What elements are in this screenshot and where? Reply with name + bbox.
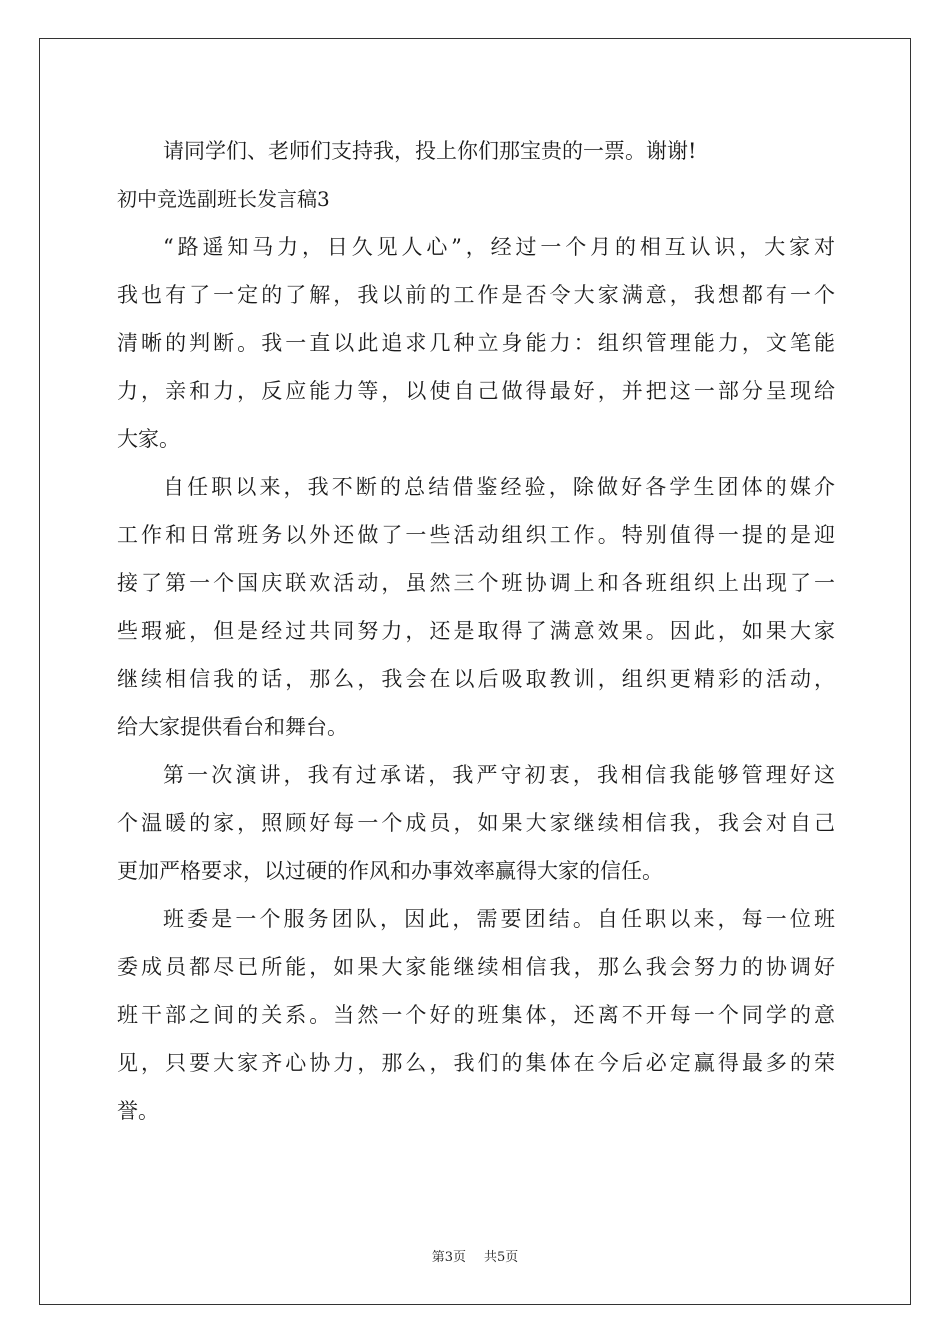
paragraph: [117, 223, 835, 463]
paragraph-line: 大家。: [117, 427, 180, 451]
paragraph-line: 班干部之间的关系。当然一个好的班集体，还离不开每一个同学的意: [117, 1003, 835, 1027]
paragraph-line: 委成员都尽已所能，如果大家能继续相信我，那么我会努力的协调好: [117, 955, 835, 979]
paragraph-line: 见，只要大家齐心协力，那么，我们的集体在今后必定赢得最多的荣: [117, 1051, 835, 1075]
paragraph-line: 我也有了一定的了解，我以前的工作是否令大家满意，我想都有一个: [117, 283, 835, 307]
paragraph: [117, 751, 835, 895]
paragraph-line: 工作和日常班务以外还做了一些活动组织工作。特别值得一提的是迎: [117, 523, 835, 547]
paragraph-line: 接了第一个国庆联欢活动，虽然三个班协调上和各班组织上出现了一: [117, 571, 835, 595]
paragraph: [117, 463, 835, 751]
paragraph-line: 誉。: [117, 1099, 159, 1123]
paragraph-line: 些瑕疵，但是经过共同努力，还是取得了满意效果。因此，如果大家: [117, 619, 835, 643]
document-body: [117, 127, 835, 1135]
paragraph: [117, 895, 835, 1135]
paragraph-line: 力，亲和力，反应能力等，以使自己做得最好，并把这一部分呈现给: [117, 379, 835, 403]
paragraph-line: 继续相信我的话，那么，我会在以后吸取教训，组织更精彩的活动，: [117, 667, 835, 691]
paragraph-line: 自任职以来，我不断的总结借鉴经验，除做好各学生团体的媒介: [163, 475, 835, 499]
page-number: 第3页: [431, 1250, 466, 1265]
page-total: 共5页: [484, 1250, 519, 1265]
paragraph-line: 更加严格要求，以过硬的作风和办事效率赢得大家的信任。: [117, 859, 663, 883]
paragraph-line: 给大家提供看台和舞台。: [117, 715, 348, 739]
paragraph-line: 清晰的判断。我一直以此追求几种立身能力：组织管理能力，文笔能: [117, 331, 835, 355]
opening-line: 请同学们、老师们支持我，投上你们那宝贵的一票。谢谢!: [163, 139, 697, 163]
paragraph-line: 班委是一个服务团队，因此，需要团结。自任职以来，每一位班: [163, 907, 835, 931]
paragraph-line: 第一次演讲，我有过承诺，我严守初衷，我相信我能够管理好这: [163, 763, 835, 787]
section-heading: 初中竞选副班长发言稿3: [117, 187, 330, 211]
page-footer: [0, 1246, 950, 1265]
paragraph-line: 个温暖的家，照顾好每一个成员，如果大家继续相信我，我会对自己: [117, 811, 835, 835]
paragraph-line: “路遥知马力，日久见人心”，经过一个月的相互认识，大家对: [163, 235, 835, 259]
